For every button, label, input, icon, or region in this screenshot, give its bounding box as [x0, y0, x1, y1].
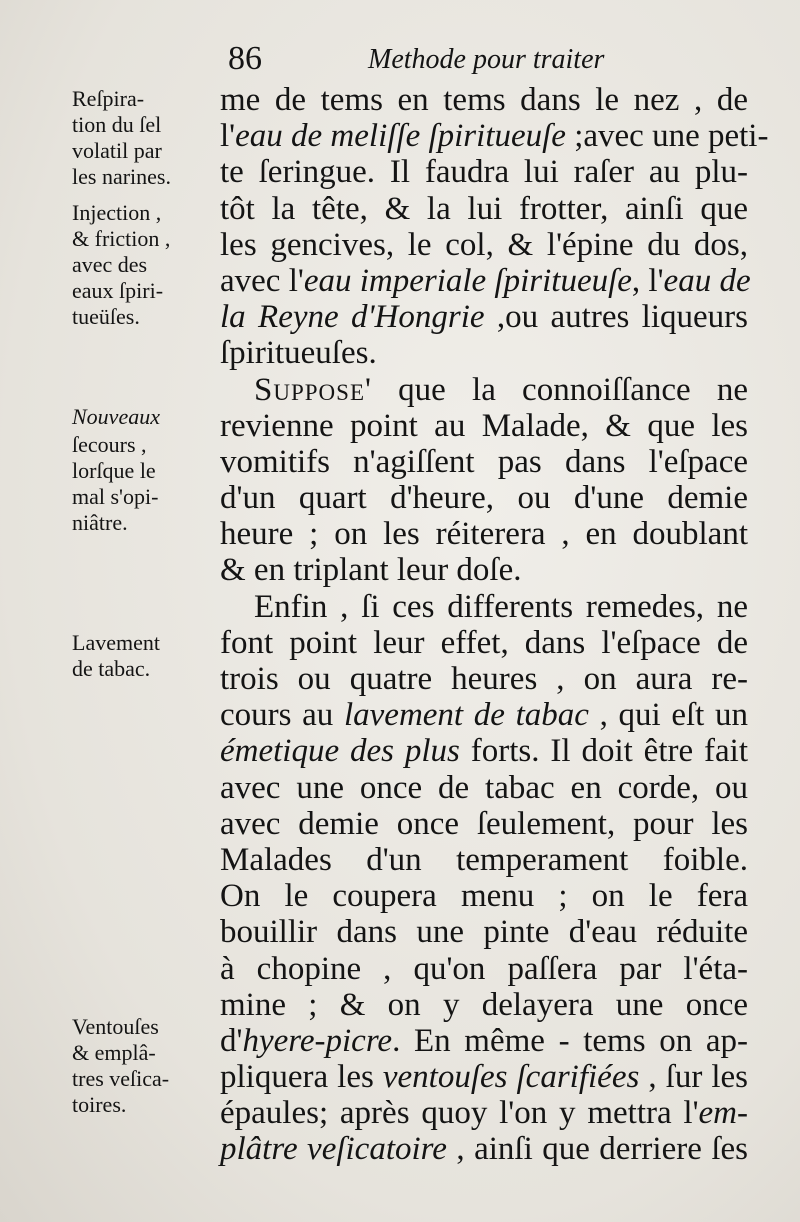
text-line: [220, 191, 748, 227]
text-line: [220, 1023, 748, 1059]
text-run: ;avec une peti-: [565, 118, 769, 155]
small-caps-run: Suppose': [254, 371, 372, 408]
text-line: [220, 299, 748, 335]
text-line: [220, 154, 748, 190]
text-run: les gencives, le col, & l'épine du dos,: [220, 226, 748, 263]
text-run: ſpiritueuſes.: [220, 335, 377, 372]
text-run: . En même - tems on ap-: [392, 1022, 748, 1059]
margin-note-line: Ventouſes: [72, 1014, 159, 1039]
text-run: , ainſi que derriere ſes: [446, 1131, 748, 1168]
margin-note-line: de tabac.: [72, 656, 151, 681]
italic-run: eau de: [663, 262, 751, 299]
text-line: [220, 118, 769, 155]
text-line: [220, 444, 748, 480]
text-line: [220, 842, 748, 878]
text-run: l': [220, 118, 236, 155]
text-run: On le coupera menu ; on le fera: [220, 878, 748, 915]
text-run: pliquera les: [220, 1059, 383, 1096]
margin-note-secours: [72, 432, 212, 536]
text-run: que la connoiſſance ne: [371, 371, 748, 408]
page-number: 86: [228, 40, 262, 77]
text-line: [220, 806, 748, 842]
margin-note-line: mal s'opi-: [72, 484, 159, 509]
margin-note-line: tion du ſel: [72, 112, 162, 137]
text-line: [220, 625, 748, 661]
text-line: [220, 335, 748, 371]
text-run: avec une once de tabac en corde, ou: [220, 769, 748, 806]
text-line: [220, 589, 748, 625]
text-run: cours au: [220, 697, 344, 734]
text-run: , qui eſt un: [588, 697, 748, 734]
text-line: [220, 82, 748, 118]
margin-note-ventouses: [72, 1014, 212, 1118]
text-run: avec l': [220, 262, 304, 299]
text-line: [220, 987, 748, 1023]
text-line: [220, 878, 748, 914]
text-run: d'un quart d'heure, ou d'une demie: [220, 480, 748, 517]
margin-note-line: ſecours ,: [72, 432, 147, 457]
text-run: vomitifs n'agiſſent pas dans l'eſpace: [220, 443, 748, 480]
text-run: d': [220, 1022, 243, 1059]
margin-note-line: tueüſes.: [72, 304, 140, 329]
text-line: [220, 733, 748, 769]
text-run: font point leur effet, dans l'eſpace de: [220, 624, 748, 661]
text-run: trois ou quatre heures , on aura re-: [220, 661, 748, 697]
text-run: avec demie once ſeulement, pour les: [220, 805, 748, 842]
italic-run: hyere-picre: [242, 1022, 393, 1059]
margin-note-respiration: [72, 86, 212, 190]
text-run: mine ; & on y delayera une once: [220, 986, 748, 1023]
italic-run: émetique des plus: [220, 733, 460, 770]
text-line: [220, 227, 748, 263]
text-line: [220, 1131, 748, 1167]
margin-note-line: avec des: [72, 252, 148, 277]
text-line: [220, 1095, 748, 1131]
margin-note-nouveaux: [72, 404, 212, 430]
text-run: Enfin , ſi ces differents remedes, ne: [254, 588, 748, 625]
margin-note-injection: [72, 200, 212, 330]
margin-note-line: les narines.: [72, 164, 171, 189]
margin-note-line: Lavement: [72, 630, 160, 655]
margin-note-line: toires.: [72, 1092, 127, 1117]
margin-note-line: niâtre.: [72, 510, 128, 535]
margin-note-line: & emplâ-: [72, 1040, 156, 1065]
text-line: [220, 661, 748, 697]
margin-note-line: & friction ,: [72, 226, 171, 251]
text-run: revienne point au Malade, & que les: [220, 407, 748, 444]
text-run: épaules; après quoy l'on y mettra l': [220, 1095, 699, 1132]
italic-run: lavement de tabac: [343, 697, 589, 734]
text-run: tôt la tête, & la lui frotter, ainſi que: [220, 190, 748, 227]
text-run: ,ou autres liqueurs: [484, 299, 748, 336]
italic-run: la Reyne d'Hongrie: [220, 299, 485, 336]
text-line: [220, 770, 748, 806]
italic-run: plâtre veſicatoire: [220, 1131, 447, 1168]
text-run: te ſeringue. Il faudra lui raſer au plu-: [220, 154, 748, 191]
text-line: [220, 1059, 748, 1095]
italic-run: eau imperiale ſpiritueuſe: [303, 262, 632, 299]
italic-run: eau de meliſſe ſpiritueuſe: [235, 118, 566, 155]
text-run: à chopine , qu'on paſſera par l'éta-: [220, 950, 748, 987]
margin-note-line: eaux ſpiri-: [72, 278, 164, 303]
text-run: forts. Il doit être fait: [459, 733, 748, 770]
text-line: [220, 697, 748, 733]
text-run: & en triplant leur doſe.: [220, 552, 522, 589]
text-line: [220, 552, 748, 588]
running-head: Methode pour traiter: [368, 44, 605, 75]
text-line: [220, 372, 748, 408]
text-line: [220, 914, 748, 950]
text-line: [220, 262, 751, 299]
margin-note-lavement: [72, 630, 212, 682]
text-run: , l': [631, 262, 664, 299]
margin-note-line: Nouveaux: [72, 404, 160, 429]
margin-note-line: volatil par: [72, 138, 162, 163]
margin-note-line: tres veſica-: [72, 1066, 170, 1091]
text-run: me de tems en tems dans le nez , de: [220, 82, 748, 118]
text-line: [220, 516, 748, 552]
text-run: Malades d'un temperament foible.: [220, 841, 748, 878]
margin-note-line: lorſque le: [72, 458, 156, 483]
text-run: , ſur les: [639, 1059, 749, 1096]
body-text: [220, 82, 769, 1168]
text-run: bouillir dans une pinte d'eau réduite: [220, 914, 748, 951]
text-line: [220, 951, 748, 987]
text-line: [220, 408, 748, 444]
page-header: [228, 40, 748, 86]
italic-run: em-: [698, 1095, 748, 1132]
text-line: [220, 480, 748, 516]
margin-note-line: Reſpira-: [72, 86, 145, 111]
margin-note-line: Injection ,: [72, 200, 162, 225]
italic-run: ventouſes ſcarifiées: [382, 1059, 640, 1096]
text-run: heure ; on les réiterera , en doublant: [220, 516, 748, 553]
